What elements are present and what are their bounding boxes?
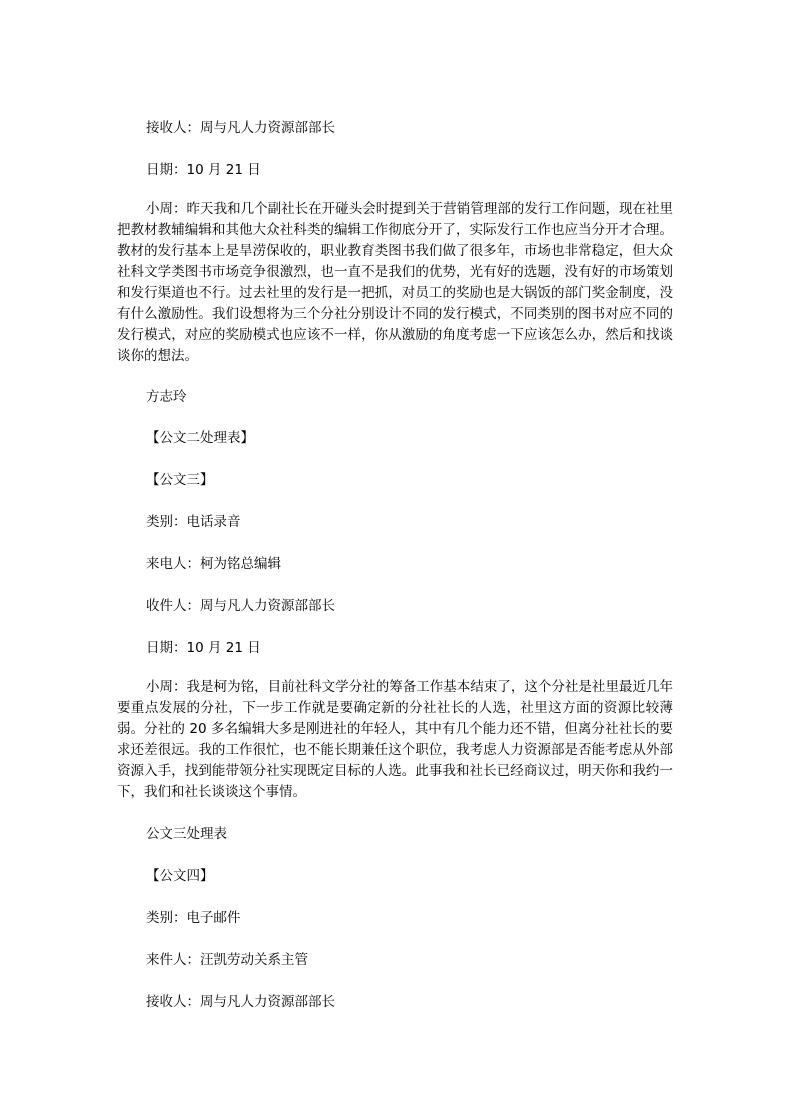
memo4-sender: 来件人：汪凯劳动关系主管 bbox=[146, 952, 308, 968]
memo2-recipient: 接收人：周与凡人力资源部部长 bbox=[146, 120, 335, 136]
memo3-heading: 【公文三】 bbox=[146, 472, 214, 488]
memo4-heading: 【公文四】 bbox=[146, 868, 214, 884]
memo3-date: 日期：10 月 21 日 bbox=[146, 640, 261, 656]
memo3-caller: 来电人：柯为铭总编辑 bbox=[146, 556, 281, 572]
memo4-recipient: 接收人：周与凡人力资源部部长 bbox=[146, 994, 335, 1010]
memo4-type: 类别：电子邮件 bbox=[146, 910, 241, 926]
memo2-body: 小周：昨天我和几个副社长在开碰头会时提到关于营销管理部的发行工作问题，现在社里把教材教辅编辑和其他大众社科类的编辑工作彻底分开了，实际发行工作也应当分开才合理。教材的发行基本上是旱涝保收的，职业教育类图书我们做了很多年，市场也非常稳定，但大众社科文学类图书市场竞争很激烈，也一直不是我们的优势，光有好的选题，没有好的市场策划和发行渠道也不行。过去社里的发行是一把抓，对员工的奖励也是大锅饭的部门奖金制度，没有什么激励性。我们设想将为三个分社分别设计不同的发行模式，不同类别的图书对应不同的发行模式，对应的奖励模式也应该不一样，你从激励的角度考虑一下应该怎么办，然后和找谈谈你的想法。 bbox=[117, 201, 673, 364]
memo3-recipient: 收件人：周与凡人力资源部部长 bbox=[146, 598, 335, 614]
memo2-processing-table-heading: 【公文二处理表】 bbox=[146, 430, 254, 446]
memo2-signature: 方志玲 bbox=[146, 389, 187, 405]
memo3-type: 类别：电话录音 bbox=[146, 514, 241, 530]
memo2-date: 日期：10 月 21 日 bbox=[146, 162, 261, 178]
memo3-processing-table-heading: 公文三处理表 bbox=[146, 826, 227, 842]
memo3-body: 小周：我是柯为铭，目前社科文学分社的筹备工作基本结束了，这个分社是社里最近几年要重点发展的分社，下一步工作就是要确定新的分社社长的人选，社里这方面的资源比较薄弱。分社的 20 多名编辑大多是刚进社的年轻人，其中有几个能力还不错，但离分社社长的要求还差很远。我的工作很忙，也不能长期兼任这个职位，我考虑人力资源部是否能考虑从外部资源入手，找到能带领分社实现既定目标的人选。此事我和社长已经商议过，明天你和我约一下，我们和社长谈谈这个事情。 bbox=[117, 679, 673, 800]
